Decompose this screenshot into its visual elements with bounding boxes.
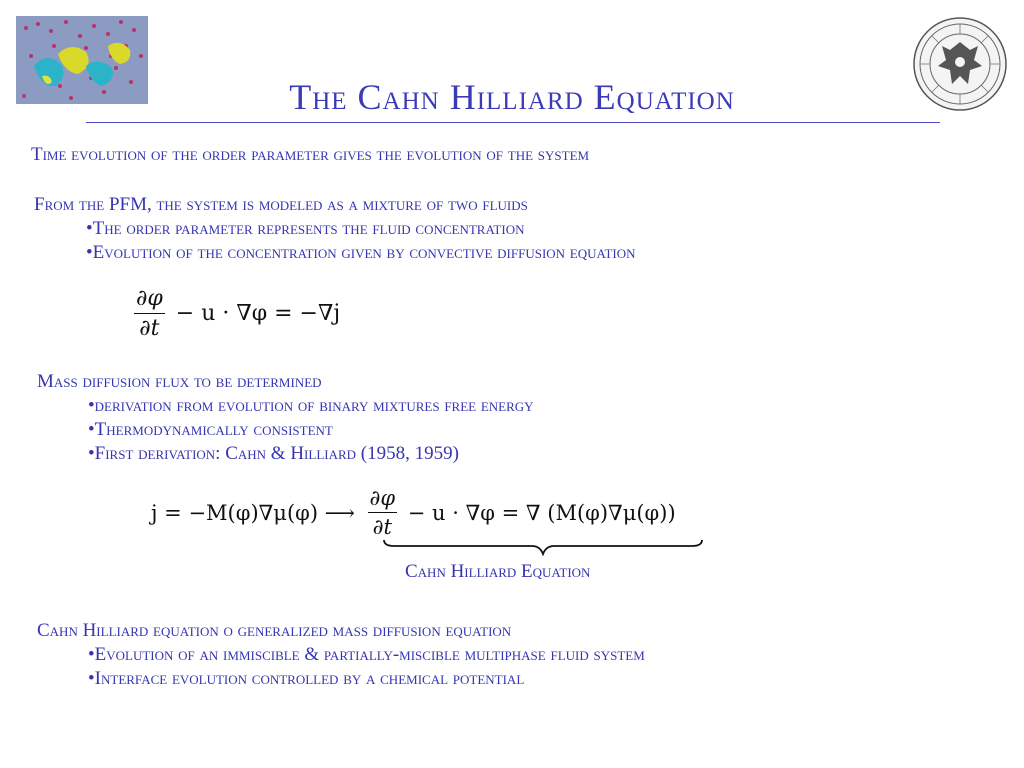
fraction-denominator: ∂t xyxy=(139,316,160,341)
bullet-concentration-evolution xyxy=(86,242,636,264)
fraction xyxy=(368,486,398,539)
bullet-text: Evolution of the concentration given by convective diffusion equation xyxy=(92,242,636,263)
slide-title: The Cahn Hilliard Equation xyxy=(289,77,735,117)
bullet-text: derivation from evolution of binary mixtures free energy xyxy=(94,395,534,416)
equation-lhs: j = −M(φ)∇μ(φ) ⟶ xyxy=(151,500,355,525)
fraction-denominator: ∂t xyxy=(372,515,392,539)
fraction xyxy=(134,286,165,341)
title-divider xyxy=(86,122,940,123)
bullet-multiphase xyxy=(88,644,645,666)
fraction-numerator: ∂φ xyxy=(134,286,165,314)
cahn-hilliard-flux-equation xyxy=(151,486,676,539)
bullet-text: The order parameter represents the fluid concentration xyxy=(92,218,525,239)
statement-mass-diffusion: Mass diffusion flux to be determined xyxy=(37,371,322,392)
bullet-text: First derivation: Cahn & Hilliard (1958, 1959) xyxy=(94,443,459,464)
bullet-first-derivation xyxy=(88,443,459,465)
bullet-text: Thermodynamically consistent xyxy=(94,419,333,440)
statement-generalized: Cahn Hilliard equation o generalized mass diffusion equation xyxy=(37,620,512,641)
equation-rest: − u · ∇φ = ∇ (M(φ)∇μ(φ)) xyxy=(407,500,676,525)
underbrace xyxy=(382,538,704,556)
convective-diffusion-equation xyxy=(134,286,340,341)
bullet-text: Evolution of an immiscible & partially-miscible multiphase fluid system xyxy=(94,644,645,665)
bullet-interface-evolution xyxy=(88,668,524,690)
equation-rest: − u · ∇φ = −∇j xyxy=(175,301,341,326)
bullet-free-energy xyxy=(88,395,534,417)
statement-order-parameter: Time evolution of the order parameter gives the evolution of the system xyxy=(31,144,590,165)
bullet-thermodynamic xyxy=(88,419,333,441)
fraction-numerator: ∂φ xyxy=(368,486,398,513)
bullet-order-parameter xyxy=(86,218,524,240)
cahn-hilliard-equation-label: Cahn Hilliard Equation xyxy=(405,561,591,582)
statement-pfm: From the PFM, the system is modeled as a mixture of two fluids xyxy=(34,194,528,215)
bullet-text: Interface evolution controlled by a chemical potential xyxy=(94,668,525,689)
